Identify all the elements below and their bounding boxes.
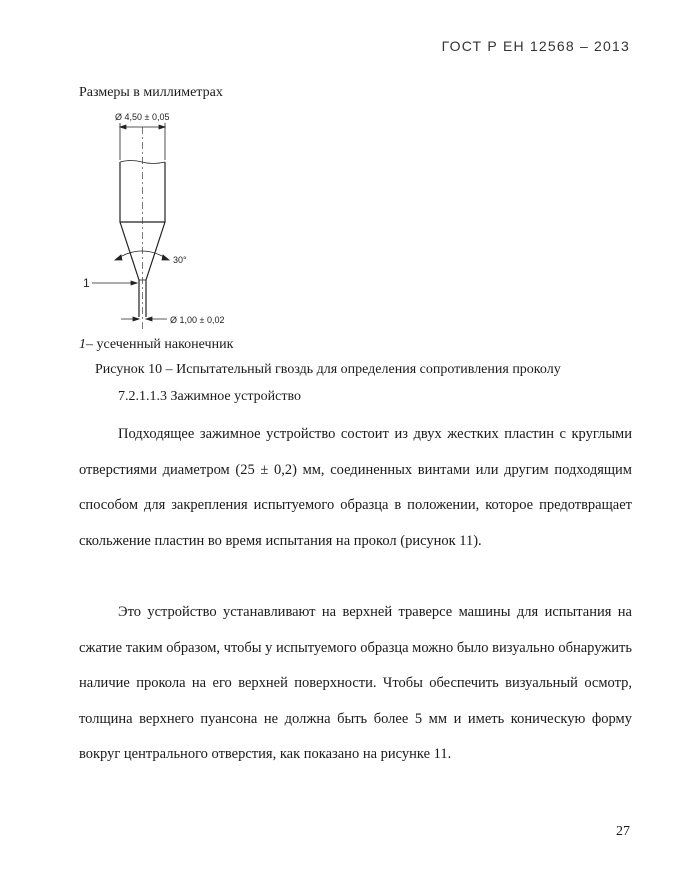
- angle-label: 30°: [173, 255, 187, 265]
- page-number: 27: [616, 824, 630, 839]
- dimensions-note: Размеры в миллиметрах: [79, 85, 223, 100]
- paragraph-1: Подходящее зажимное устройство состоит из двух жестких пластин с круглыми отверстиями диаметром (25 ± 0,2) мм, соединенных винтами или другим подходящим способом для закрепления испытуемого образца в положении, которое предотвращает скольжение пластин во время испытания на прокол (рисунок 11).: [79, 426, 632, 549]
- tip-diameter-label: Ø 1,00 ± 0,02: [170, 315, 225, 325]
- section-heading: 7.2.1.1.3 Зажимное устройство: [118, 389, 301, 404]
- nail-figure: [79, 105, 279, 330]
- figure-legend: [79, 337, 233, 353]
- nail-drawing: [79, 105, 279, 330]
- top-diameter-label: Ø 4,50 ± 0,05: [115, 112, 170, 122]
- figure-caption: Рисунок 10 – Испытательный гвоздь для определения сопротивления проколу: [95, 362, 561, 377]
- legend-number: 1: [79, 337, 86, 352]
- callout-number: 1: [83, 276, 90, 290]
- document-header: ГОСТ Р ЕН 12568 – 2013: [441, 38, 630, 54]
- legend-text: – усеченный наконечник: [86, 337, 234, 352]
- paragraph-2: Это устройство устанавливают на верхней траверсе машины для испытания на сжатие таким образом, чтобы у испытуемого образца можно было визуально обнаружить наличие прокола на его верхней поверхности. Чтобы обеспечить визуальный осмотр, толщина верхнего пуансона не должна быть более 5 мм и иметь коническую форму вокруг центрального отверстия, как показано на рисунке 11.: [79, 604, 632, 762]
